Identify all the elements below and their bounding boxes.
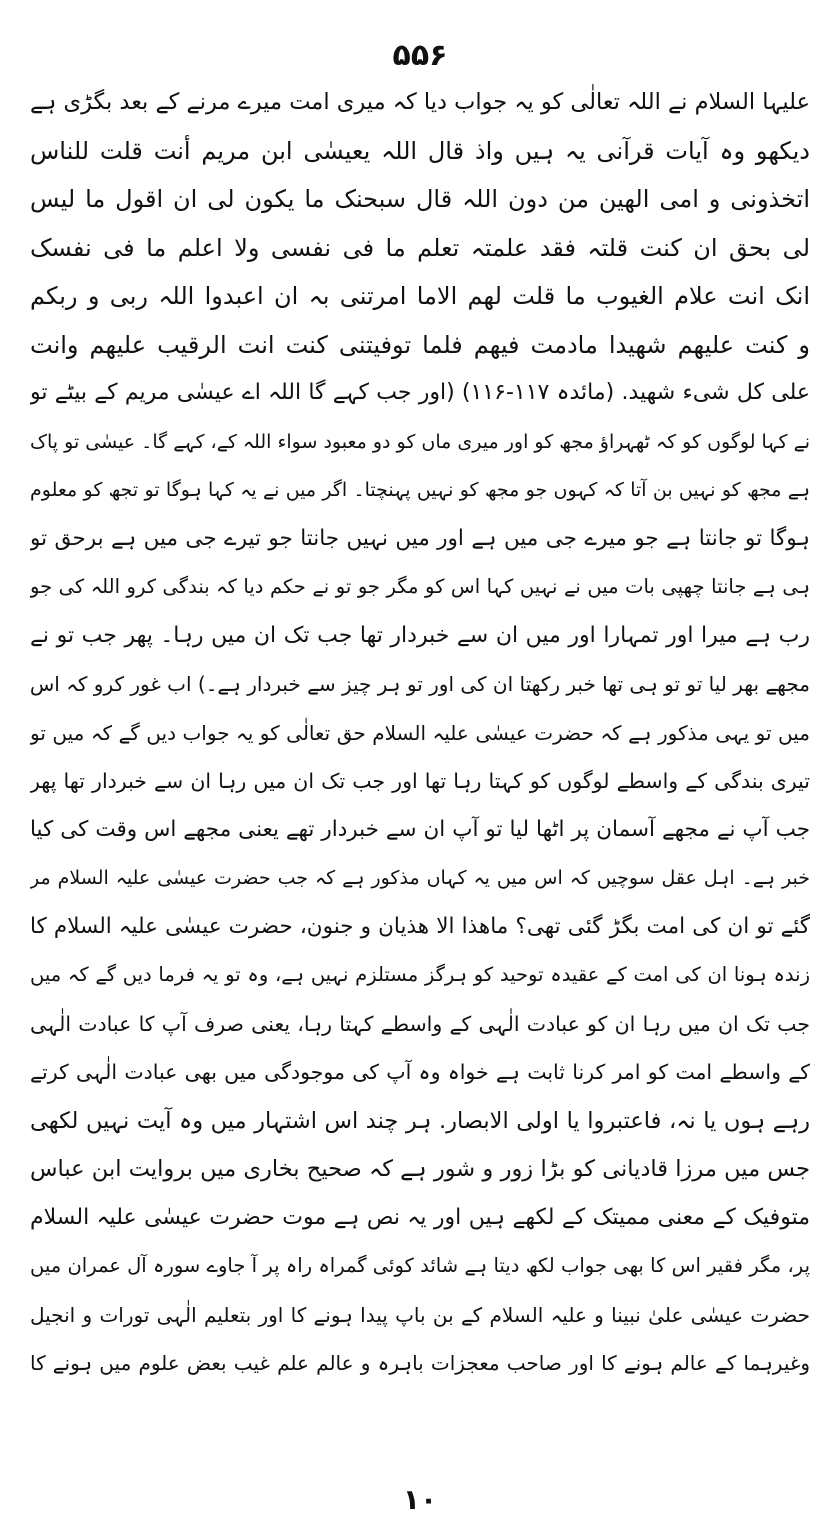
text-line: رہے ہوں یا نہ، فاعتبروا یا اولی الابصار. ہر چند اس اشتہار میں وہ آیت نہیں لکھی: [30, 1107, 810, 1134]
text-line: رب ہے میرا اور تمہارا اور میں ان سے خبردار تھا جب تک ان میں رہا۔ پھر جب تو نے: [30, 622, 810, 648]
text-line: انک انت علام الغیوب ما قلت لھم الاما امرتنی بہ ان اعبدوا اللہ ربی و ربکم: [30, 282, 810, 310]
text-line: و کنت علیھم شھیدا مادمت فیھم فلما توفیتنی کنت انت الرقیب علیھم وانت: [30, 330, 810, 359]
text-line: وغیرہما کے عالم ہونے کا اور صاحب معجزات باہرہ و عالم علم غیب بعض علوم میں ہونے کا: [30, 1351, 810, 1375]
text-line: جس میں مرزا قادیانی کو بڑا زور و شور ہے کہ صحیح بخاری میں بروایت ابن عباس: [30, 1156, 810, 1182]
text-line: جب تک ان میں رہا ان کو عبادت الٰہی کے واسطے کہتا رہا، یعنی صرف آپ کا عبادت الٰہی: [30, 1011, 810, 1036]
text-line: ہے مجھ کو نہیں بن آتا کہ کہوں جو مجھ کو نہیں پہنچتا۔ اگر میں نے یہ کہا ہوگا تو تجھ کو معلوم: [30, 479, 810, 501]
text-line: کے واسطے امت کو امر کرنا ثابت ہے خواہ وہ آپ کی موجودگی میں بھی عبادت الٰہی کرتے: [30, 1060, 810, 1084]
text-line: لی بحق ان کنت قلتہ فقد علمتہ تعلم ما فی نفسی ولا اعلم ما فی نفسک: [30, 233, 810, 262]
page-number-top: ۵۵۶: [392, 38, 448, 73]
text-line: علیہا السلام نے اللہ تعالٰی کو یہ جواب دیا کہ میری امت میرے مرنے کے بعد بگڑی ہے: [30, 89, 810, 115]
text-line: دیکھو وہ آیات قرآنی یہ ہیں واذ قال اللہ یعیسٰی ابن مریم أنت قلت للناس: [30, 136, 810, 165]
text-line: مجھے بھر لیا تو تو ہی تھا خبر رکھتا ان کی اور تو ہر چیز سے خبردار ہے۔) اب غور کرو کہ اس: [30, 672, 810, 696]
text-line: تیری بندگی کے واسطے لوگوں کو کہتا رہا تھا اور جب تک ان میں رہا ان سے خبردار تھا پھر: [30, 769, 810, 793]
body-text: [30, 78, 810, 1388]
text-line: حضرت عیسٰی علیٰ نبینا و علیہ السلام کے بن باپ پیدا ہونے کا اور بتعلیم الٰہی تورات و انجیل: [30, 1302, 810, 1327]
text-line: میں تو یہی مذکور ہے کہ حضرت عیسٰی علیہ السلام حق تعالٰی کو یہ جواب دیں گے کہ میں تو: [30, 720, 810, 745]
page-number-bottom: ۱۰: [402, 1483, 438, 1516]
text-line: ہی ہے جانتا چھپی بات میں نے نہیں کہا اس کو مگر جو تو نے حکم دیا کہ بندگی کرو اللہ کی جو: [30, 575, 810, 598]
text-line: جب آپ نے مجھے آسمان پر اٹھا لیا تو آپ ان سے خبردار تھے یعنی مجھے اس وقت کی کیا: [30, 816, 810, 842]
text-line: اتخذونی و امی الھین من دون اللہ قال سبحنک ما یکون لی ان اقول ما لیس: [30, 185, 810, 213]
text-line: متوفیک کے معنی ممیتک کے لکھے ہیں اور یہ نص ہے موت حضرت عیسٰی علیہ السلام: [30, 1204, 810, 1230]
text-line: گئے تو ان کی امت بگڑ گئی تھی؟ ماھذا الا ھذیان و جنون، حضرت عیسٰی علیہ السلام کا: [30, 913, 810, 939]
text-line: نے کہا لوگوں کو کہ ٹھہراؤ مجھ کو اور میری ماں کو دو معبود سواء اللہ کے، کہے گا۔ عیسٰی تو پاک: [30, 430, 810, 453]
text-line: خبر ہے۔ اہل عقل سوچیں کہ اس میں یہ کہاں مذکور ہے کہ جب حضرت عیسٰی علیہ السلام مر: [30, 867, 810, 889]
text-line: ہوگا تو جانتا ہے جو میرے جی میں ہے اور میں نہیں جانتا جو تیرے جی میں ہے برحق تو: [30, 525, 810, 551]
text-line: علی کل شیء شھید. (مائدہ ۱۱۷-۱۱۶) (اور جب کہے گا اللہ اے عیسٰی مریم کے بیٹے تو: [30, 380, 810, 405]
text-line: زندہ ہونا ان کی امت کے عقیدہ توحید کو ہرگز مستلزم نہیں ہے، وہ تو یہ فرما دیں گے کہ میں: [30, 963, 810, 986]
text-line: پر، مگر فقیر اس کا بھی جواب لکھ دیتا ہے شائد کوئی گمراہ راہ پر آ جاوے سورہ آل عمران میں: [30, 1254, 810, 1277]
